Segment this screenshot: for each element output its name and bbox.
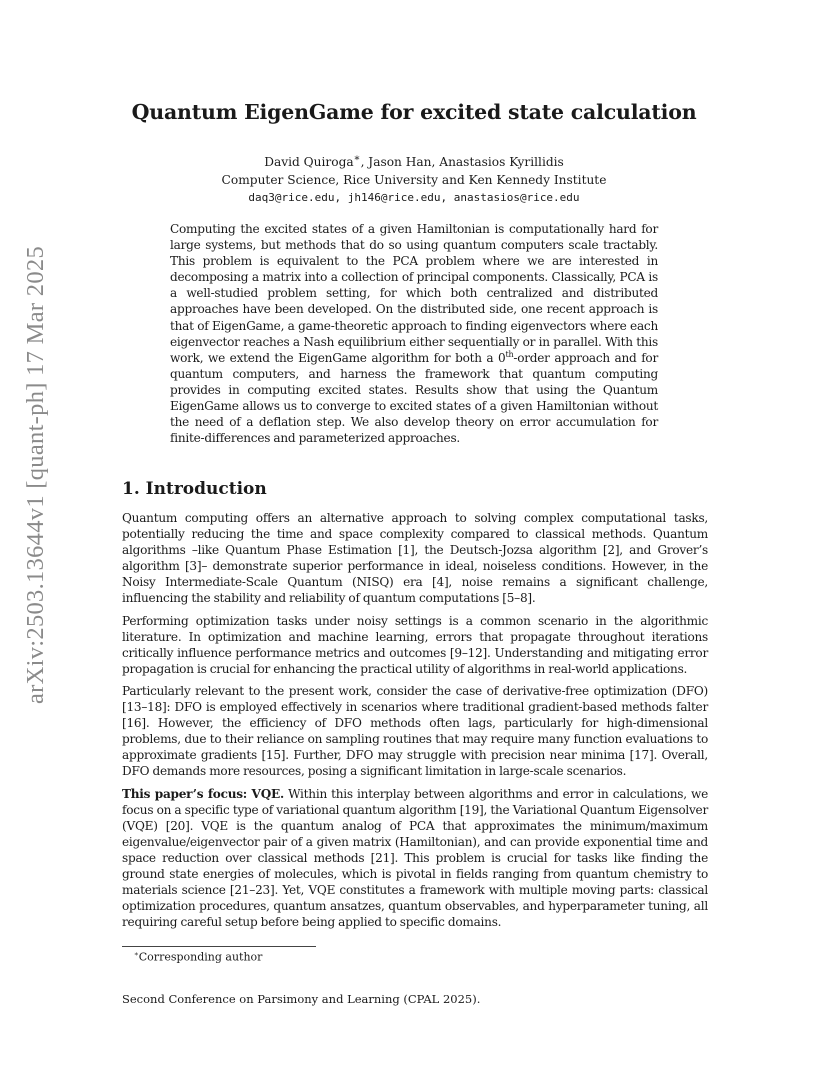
paragraph-4: This paper’s focus: VQE. Within this interplay between algorithms and error in calculations, we focus on a specific type of variational quantum algorithm [19], the Variational Quantum Eigensolver (VQE) [20]. VQE is the quantum analog of PCA that approximates the minimum/maximum eigenvalue/eigenvector pair of a given matrix (Hamiltonian), and can provide exponential time and space reduction over classical methods [21]. This problem is crucial for tasks like finding the ground state energies of molecules, which is pivotal in fields ranging from quantum chemistry to materials science [21–23]. Yet, VQE constitutes a framework with multiple moving parts: classical optimization procedures, quantum ansatzes, quantum observables, and hyperparameter tuning, all requiring careful setup before being applied to specific domains. (122, 786, 708, 930)
author-block (120, 150, 708, 207)
author-asterisk: ∗ (353, 153, 361, 164)
abstract: Computing the excited states of a given Hamiltonian is computationally hard for large systems, but methods that do so using quantum computers scale tractably. This problem is equivalent to the PCA problem where we are interested in decomposing a matrix into a collection of principal components. Classically, PCA is a well-studied problem setting, for which both centralized and distributed approaches have been developed. On the distributed side, one recent approach is that of EigenGame, a game-theoretic approach to finding eigenvectors where each eigenvector reaches a Nash equilibrium either sequentially or in parallel. With this work, we extend the EigenGame algorithm for both a 0th-order approach and for quantum computers, and harness the framework that quantum computing provides in computing excited states. Results show that using the Quantum EigenGame allows us to converge to excited states of a given Hamiltonian without the need of a deflation step. We also develop theory on error accumulation for finite-differences and parameterized approaches. (170, 222, 658, 446)
author-affiliation: Computer Science, Rice University and Ken Kennedy Institute (221, 173, 607, 188)
paragraph-3: Particularly relevant to the present work, consider the case of derivative-free optimization (DFO) [13–18]: DFO is employed effectively in scenarios where traditional gradient-based methods falter [16]. However, the efficiency of DFO methods often lags, particularly for high-dimensional problems, due to their reliance on sampling routines that may require many function evaluations to approximate gradients [15]. Further, DFO may struggle with precision near minima [17]. Overall, DFO demands more resources, posing a significant limitation in large-scale scenarios. (122, 683, 708, 779)
introduction-body (122, 510, 708, 936)
footnote: ∗Corresponding author (134, 950, 263, 964)
author-names: David Quiroga∗, Jason Han, Anastasios Kyrillidis (264, 153, 564, 170)
paper-title: Quantum EigenGame for excited state calculation (131, 100, 697, 124)
paragraph-1: Quantum computing offers an alternative approach to solving complex computational tasks, potentially reducing the time and space complexity compared to classical methods. Quantum algorithms –like Quantum Phase Estimation [1], the Deutsch-Jozsa algorithm [2], and Grover’s algorithm [3]– demonstrate superior performance in ideal, noiseless conditions. However, in the Noisy Intermediate-Scale Quantum (NISQ) era [4], noise remains a significant challenge, influencing the stability and reliability of quantum computations [5–8]. (122, 511, 708, 606)
venue-footer: Second Conference on Parsimony and Learning (CPAL 2025). (122, 992, 481, 1006)
section-heading-introduction: 1. Introduction (122, 479, 267, 499)
arxiv-identifier-text: arXiv:2503.13644v1 [quant-ph] 17 Mar 2025 (22, 246, 49, 704)
author-emails: daq3@rice.edu, jh146@rice.edu, anastasios@rice.edu (248, 191, 580, 205)
footnote-divider (122, 946, 316, 947)
paragraph-2: Performing optimization tasks under noisy settings is a common scenario in the algorithmic literature. In optimization and machine learning, errors that propagate throughout iterations critically influence performance metrics and outcomes [9–12]. Understanding and mitigating error propagation is crucial for enhancing the practical utility of algorithms in real-world applications. (122, 613, 708, 676)
abstract-superscript: th (505, 349, 514, 359)
focus-label: This paper’s focus: VQE. (122, 786, 284, 801)
arxiv-identifier (6, 246, 66, 704)
